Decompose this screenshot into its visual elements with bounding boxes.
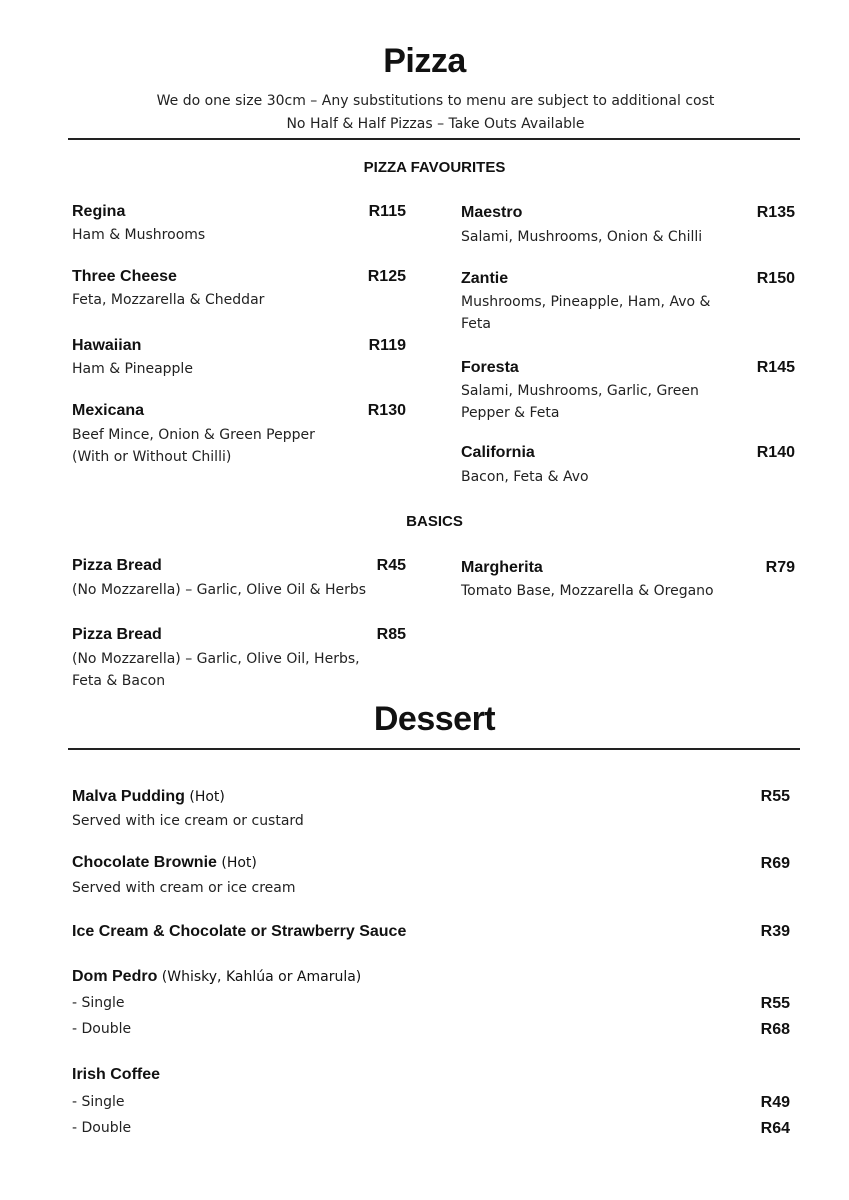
menu-item-description: Beef Mince, Onion & Green Pepper	[72, 427, 315, 443]
menu-item-description: Feta & Bacon	[72, 673, 166, 689]
menu-item-description: Salami, Mushrooms, Garlic, Green	[461, 383, 699, 399]
menu-item-price: R55	[760, 788, 790, 805]
menu-item-name-text: Chocolate Brownie	[72, 854, 217, 871]
menu-item-note: (Hot)	[184, 789, 225, 805]
option-price: R64	[760, 1120, 790, 1137]
menu-item-description: Salami, Mushrooms, Onion & Chilli	[461, 229, 703, 245]
menu-item-price: R119	[368, 337, 406, 354]
menu-item-price: R39	[760, 923, 790, 940]
menu-item-name: Three Cheese	[72, 268, 177, 285]
menu-item-description: (No Mozzarella) – Garlic, Olive Oil, Herbs,	[72, 651, 360, 667]
menu-item-note: (Hot)	[216, 855, 257, 871]
menu-item-price: R85	[376, 626, 406, 643]
menu-item-price: R145	[756, 359, 795, 376]
menu-item-description: Ham & Pineapple	[72, 361, 193, 377]
menu-item-description: Tomato Base, Mozzarella & Oregano	[461, 583, 714, 599]
pizza-title: Pizza	[383, 42, 466, 80]
menu-item-name: Mexicana	[72, 402, 145, 419]
menu-item-name	[72, 1066, 160, 1084]
menu-item-price: R79	[765, 559, 795, 576]
option-label: - Single	[72, 995, 125, 1011]
pizza-favourites-heading: PIZZA FAVOURITES	[363, 159, 506, 176]
menu-item-name-text: Malva Pudding	[72, 788, 185, 805]
menu-item-note: (Whisky, Kahlúa or Amarula)	[157, 969, 362, 985]
option-label: - Double	[72, 1021, 132, 1037]
menu-item-name: Zantie	[461, 270, 509, 287]
menu-item-name: Margherita	[461, 559, 543, 576]
menu-item-description: Served with cream or ice cream	[72, 880, 296, 896]
option-price: R55	[760, 995, 790, 1012]
menu-item-name: Hawaiian	[72, 337, 142, 354]
menu-item-name: Pizza Bread	[72, 626, 162, 643]
menu-item-name: Pizza Bread	[72, 557, 162, 574]
option-label: - Double	[72, 1120, 132, 1136]
option-price: R49	[760, 1094, 790, 1111]
menu-item-price: R125	[367, 268, 406, 285]
basics-heading: BASICS	[406, 513, 463, 530]
menu-item-description: Ham & Mushrooms	[72, 227, 206, 243]
menu-item-price: R130	[367, 402, 406, 419]
menu-item-description: Pepper & Feta	[461, 405, 560, 421]
menu-item-name: California	[461, 444, 535, 461]
menu-item-description: Feta, Mozzarella & Cheddar	[72, 292, 265, 308]
menu-item-name: Regina	[72, 203, 126, 220]
menu-item-description: Served with ice cream or custard	[72, 813, 304, 829]
menu-item-name: Foresta	[461, 359, 519, 376]
dessert-divider	[68, 748, 800, 750]
menu-item-price: R135	[756, 204, 795, 221]
menu-item-description: Feta	[461, 316, 491, 332]
menu-item-price: R69	[760, 855, 790, 872]
menu-item-name: Maestro	[461, 204, 523, 221]
menu-item-name	[72, 854, 257, 872]
menu-item-description: (No Mozzarella) – Garlic, Olive Oil & Herbs	[72, 582, 367, 598]
menu-item-name	[72, 788, 225, 806]
pizza-divider	[68, 138, 800, 140]
menu-item-price: R140	[756, 444, 795, 461]
menu-item-description: (With or Without Chilli)	[72, 449, 232, 465]
option-price: R68	[760, 1021, 790, 1038]
menu-item-description: Bacon, Feta & Avo	[461, 469, 589, 485]
menu-item-name	[72, 968, 361, 986]
menu-item-name: Ice Cream & Chocolate or Strawberry Sauce	[72, 923, 407, 940]
option-label: - Single	[72, 1094, 125, 1110]
menu-item-price: R150	[756, 270, 795, 287]
menu-item-description: Mushrooms, Pineapple, Ham, Avo &	[461, 294, 711, 310]
pizza-subtitle-line-1: We do one size 30cm – Any substitutions to menu are subject to additional cost	[156, 93, 715, 109]
menu-item-price: R45	[376, 557, 406, 574]
menu-item-name-text: Irish Coffee	[72, 1066, 161, 1083]
dessert-title: Dessert	[373, 700, 496, 738]
pizza-subtitle-line-2: No Half & Half Pizzas – Take Outs Available	[286, 116, 585, 132]
menu-item-name-text: Dom Pedro	[72, 968, 158, 985]
menu-item-price: R115	[368, 203, 406, 220]
